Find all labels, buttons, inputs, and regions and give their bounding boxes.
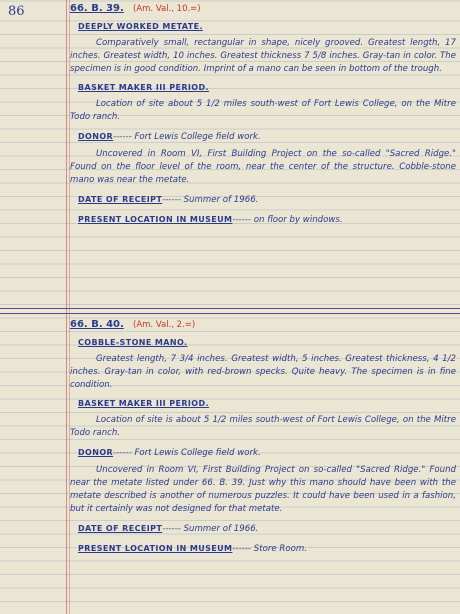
find-context: Uncovered in Room VI, First Building Project on the so-called "Sacred Ridge." Found on the floor level of the room, near the center of the structure. Cobble-stone mano was near the metate. [70, 149, 456, 185]
museum-location-label: PRESENT LOCATION IN MUSEUM [78, 544, 233, 553]
catalog-entry-1 [70, 2, 456, 227]
receipt-value: Summer of 1966. [183, 195, 259, 205]
artifact-description: Greatest length, 7 3/4 inches. Greatest width, 5 inches. Greatest thickness, 4 1/2 inches. Gray-tan in color, with red-brown specks. Quite heavy. The specimen is in fine condition. [70, 354, 456, 390]
value-note: (Am. Val., 10.=) [133, 4, 201, 14]
artifact-description: Comparatively small, rectangular in shape, nicely grooved. Greatest length, 17 inches. Greatest width, 10 inches. Greatest thickness 7 5/8 inches. Gray-tan in color. The specimen is in good condition. Imprint of a mano can be seen in bottom of the trough. [70, 38, 456, 74]
entry-header [70, 2, 456, 17]
receipt-value: Summer of 1966. [183, 524, 259, 534]
museum-location-value: on floor by windows. [253, 215, 343, 225]
entry-divider [0, 308, 460, 314]
donor-row: DONOR------ Fort Lewis College field work. [78, 132, 261, 142]
museum-location-row: PRESENT LOCATION IN MUSEUM------ Store Room. [78, 544, 307, 554]
donor-row: DONOR------ Fort Lewis College field work. [78, 448, 261, 458]
museum-location-value: Store Room. [253, 544, 307, 554]
receipt-label: DATE OF RECEIPT [78, 195, 163, 204]
site-location: Location of site about 5 1/2 miles south-west of Fort Lewis College, on the Mitre Todo ranch. [70, 99, 456, 122]
value-note: (Am. Val., 2.=) [133, 320, 196, 330]
museum-location-row: PRESENT LOCATION IN MUSEUM------ on floor by windows. [78, 215, 343, 225]
donor-label: DONOR [78, 448, 114, 457]
receipt-label: DATE OF RECEIPT [78, 524, 163, 533]
donor-value: Fort Lewis College field work. [134, 132, 261, 142]
catalog-number: 66. B. 39. [70, 3, 124, 14]
entry-header [70, 318, 456, 333]
page-number: 86 [8, 4, 25, 19]
period: BASKET MAKER III PERIOD. [78, 399, 209, 408]
catalog-entry-2 [70, 318, 456, 556]
donor-value: Fort Lewis College field work. [134, 448, 261, 458]
donor-label: DONOR [78, 132, 114, 141]
artifact-title: COBBLE-STONE MANO. [78, 338, 188, 347]
catalog-number: 66. B. 40. [70, 319, 124, 330]
margin-rule [66, 0, 67, 614]
site-location: Location of site is about 5 1/2 miles south-west of Fort Lewis College, on the Mitre Todo ranch. [70, 415, 456, 438]
receipt-row: DATE OF RECEIPT------ Summer of 1966. [78, 524, 259, 534]
find-context: Uncovered in Room VI, First Building Project on so-called "Sacred Ridge." Found near the metate listed under 66. B. 39. Just why this mano should have been with the metate described is another of numerous puzzles. It could have been used in a fashion, but it certainly was not designed for that metate. [70, 465, 456, 514]
artifact-title: DEEPLY WORKED METATE. [78, 22, 203, 31]
museum-location-label: PRESENT LOCATION IN MUSEUM [78, 215, 233, 224]
period: BASKET MAKER III PERIOD. [78, 83, 209, 92]
receipt-row: DATE OF RECEIPT------ Summer of 1966. [78, 195, 259, 205]
